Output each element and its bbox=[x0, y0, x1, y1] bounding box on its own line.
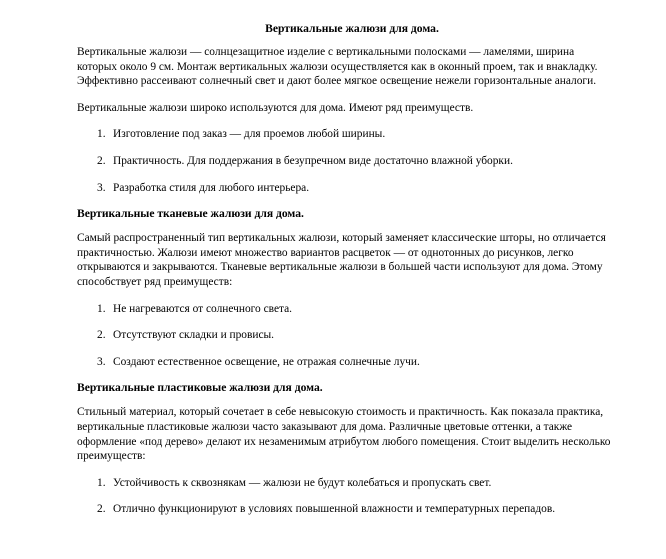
intro-advantages-lead: Вертикальные жалюзи широко используются для дома. Имеют ряд преимуществ. bbox=[77, 101, 474, 114]
list-item bbox=[77, 355, 617, 370]
list-item-number: 1. bbox=[97, 128, 106, 141]
list-item-text: Устойчивость к сквознякам — жалюзи не будут колебаться и пропускать свет. bbox=[113, 476, 492, 489]
list-item-text: Практичность. Для поддержания в безупречном виде достаточно влажной уборки. bbox=[113, 154, 513, 167]
list-item-text: Разработка стиля для любого интерьера. bbox=[113, 181, 310, 194]
list-item bbox=[77, 476, 617, 491]
list-item-number: 2. bbox=[97, 503, 106, 516]
list-item bbox=[77, 181, 617, 196]
list-item-text: Отлично функционируют в условиях повышенной влажности и температурных перепадов. bbox=[113, 503, 556, 516]
list-item-number: 2. bbox=[97, 329, 106, 342]
list-item-number: 2. bbox=[97, 154, 106, 167]
intro-paragraph: Вертикальные жалюзи — солнцезащитное изделие с вертикальными полосками — ламелями, ширина которых около 9 см. Монтаж вертикальных жалюзи осуществляется как в оконный проем, так и внакладку. Эффективно рассеивают солнечный свет и дают более мягкое освещение нежели горизонтальные аналоги. bbox=[77, 46, 598, 88]
list-item-number: 3. bbox=[97, 181, 106, 194]
list-item-text: Изготовление под заказ — для проемов любой ширины. bbox=[113, 128, 386, 141]
plastic-section-heading: Вертикальные пластиковые жалюзи для дома. bbox=[77, 381, 323, 395]
list-item bbox=[77, 127, 617, 142]
document-page bbox=[77, 22, 617, 529]
list-item-text: Отсутствуют складки и провисы. bbox=[113, 329, 275, 342]
fabric-section-paragraph: Самый распространенный тип вертикальных жалюзи, который заменяет классические шторы, но отличается практичностью. Жалюзи имеют множество вариантов расцветок — от однотонных до рисунков, легко открываются и закрываются. Тканевые вертикальные жалюзи в большей части используют для дома. Этому способствует ряд преимуществ: bbox=[77, 232, 606, 288]
plastic-section-paragraph: Стильный материал, который сочетает в себе невысокую стоимость и практичность. Как показала практика, вертикальные пластиковые жалюзи часто заказывают для дома. Различные цветовые оттенки, а также оформление «под дерево» делают их незаменимым атрибутом любого помещения. Стоит выделить несколько преимуществ: bbox=[77, 406, 611, 463]
intro-advantages-list bbox=[77, 127, 617, 195]
plastic-advantages-list bbox=[77, 476, 617, 517]
fabric-advantages-list bbox=[77, 302, 617, 370]
list-item bbox=[77, 328, 617, 343]
fabric-section-heading: Вертикальные тканевые жалюзи для дома. bbox=[77, 207, 304, 221]
document-title: Вертикальные жалюзи для дома. bbox=[265, 22, 439, 35]
list-item-text: Не нагреваются от солнечного света. bbox=[113, 302, 293, 315]
list-item bbox=[77, 302, 617, 317]
list-item-text: Создают естественное освещение, не отражая солнечные лучи. bbox=[113, 355, 420, 368]
list-item-number: 1. bbox=[97, 302, 106, 315]
list-item bbox=[77, 502, 617, 517]
list-item-number: 1. bbox=[97, 476, 106, 489]
list-item bbox=[77, 154, 617, 169]
list-item-number: 3. bbox=[97, 355, 106, 368]
